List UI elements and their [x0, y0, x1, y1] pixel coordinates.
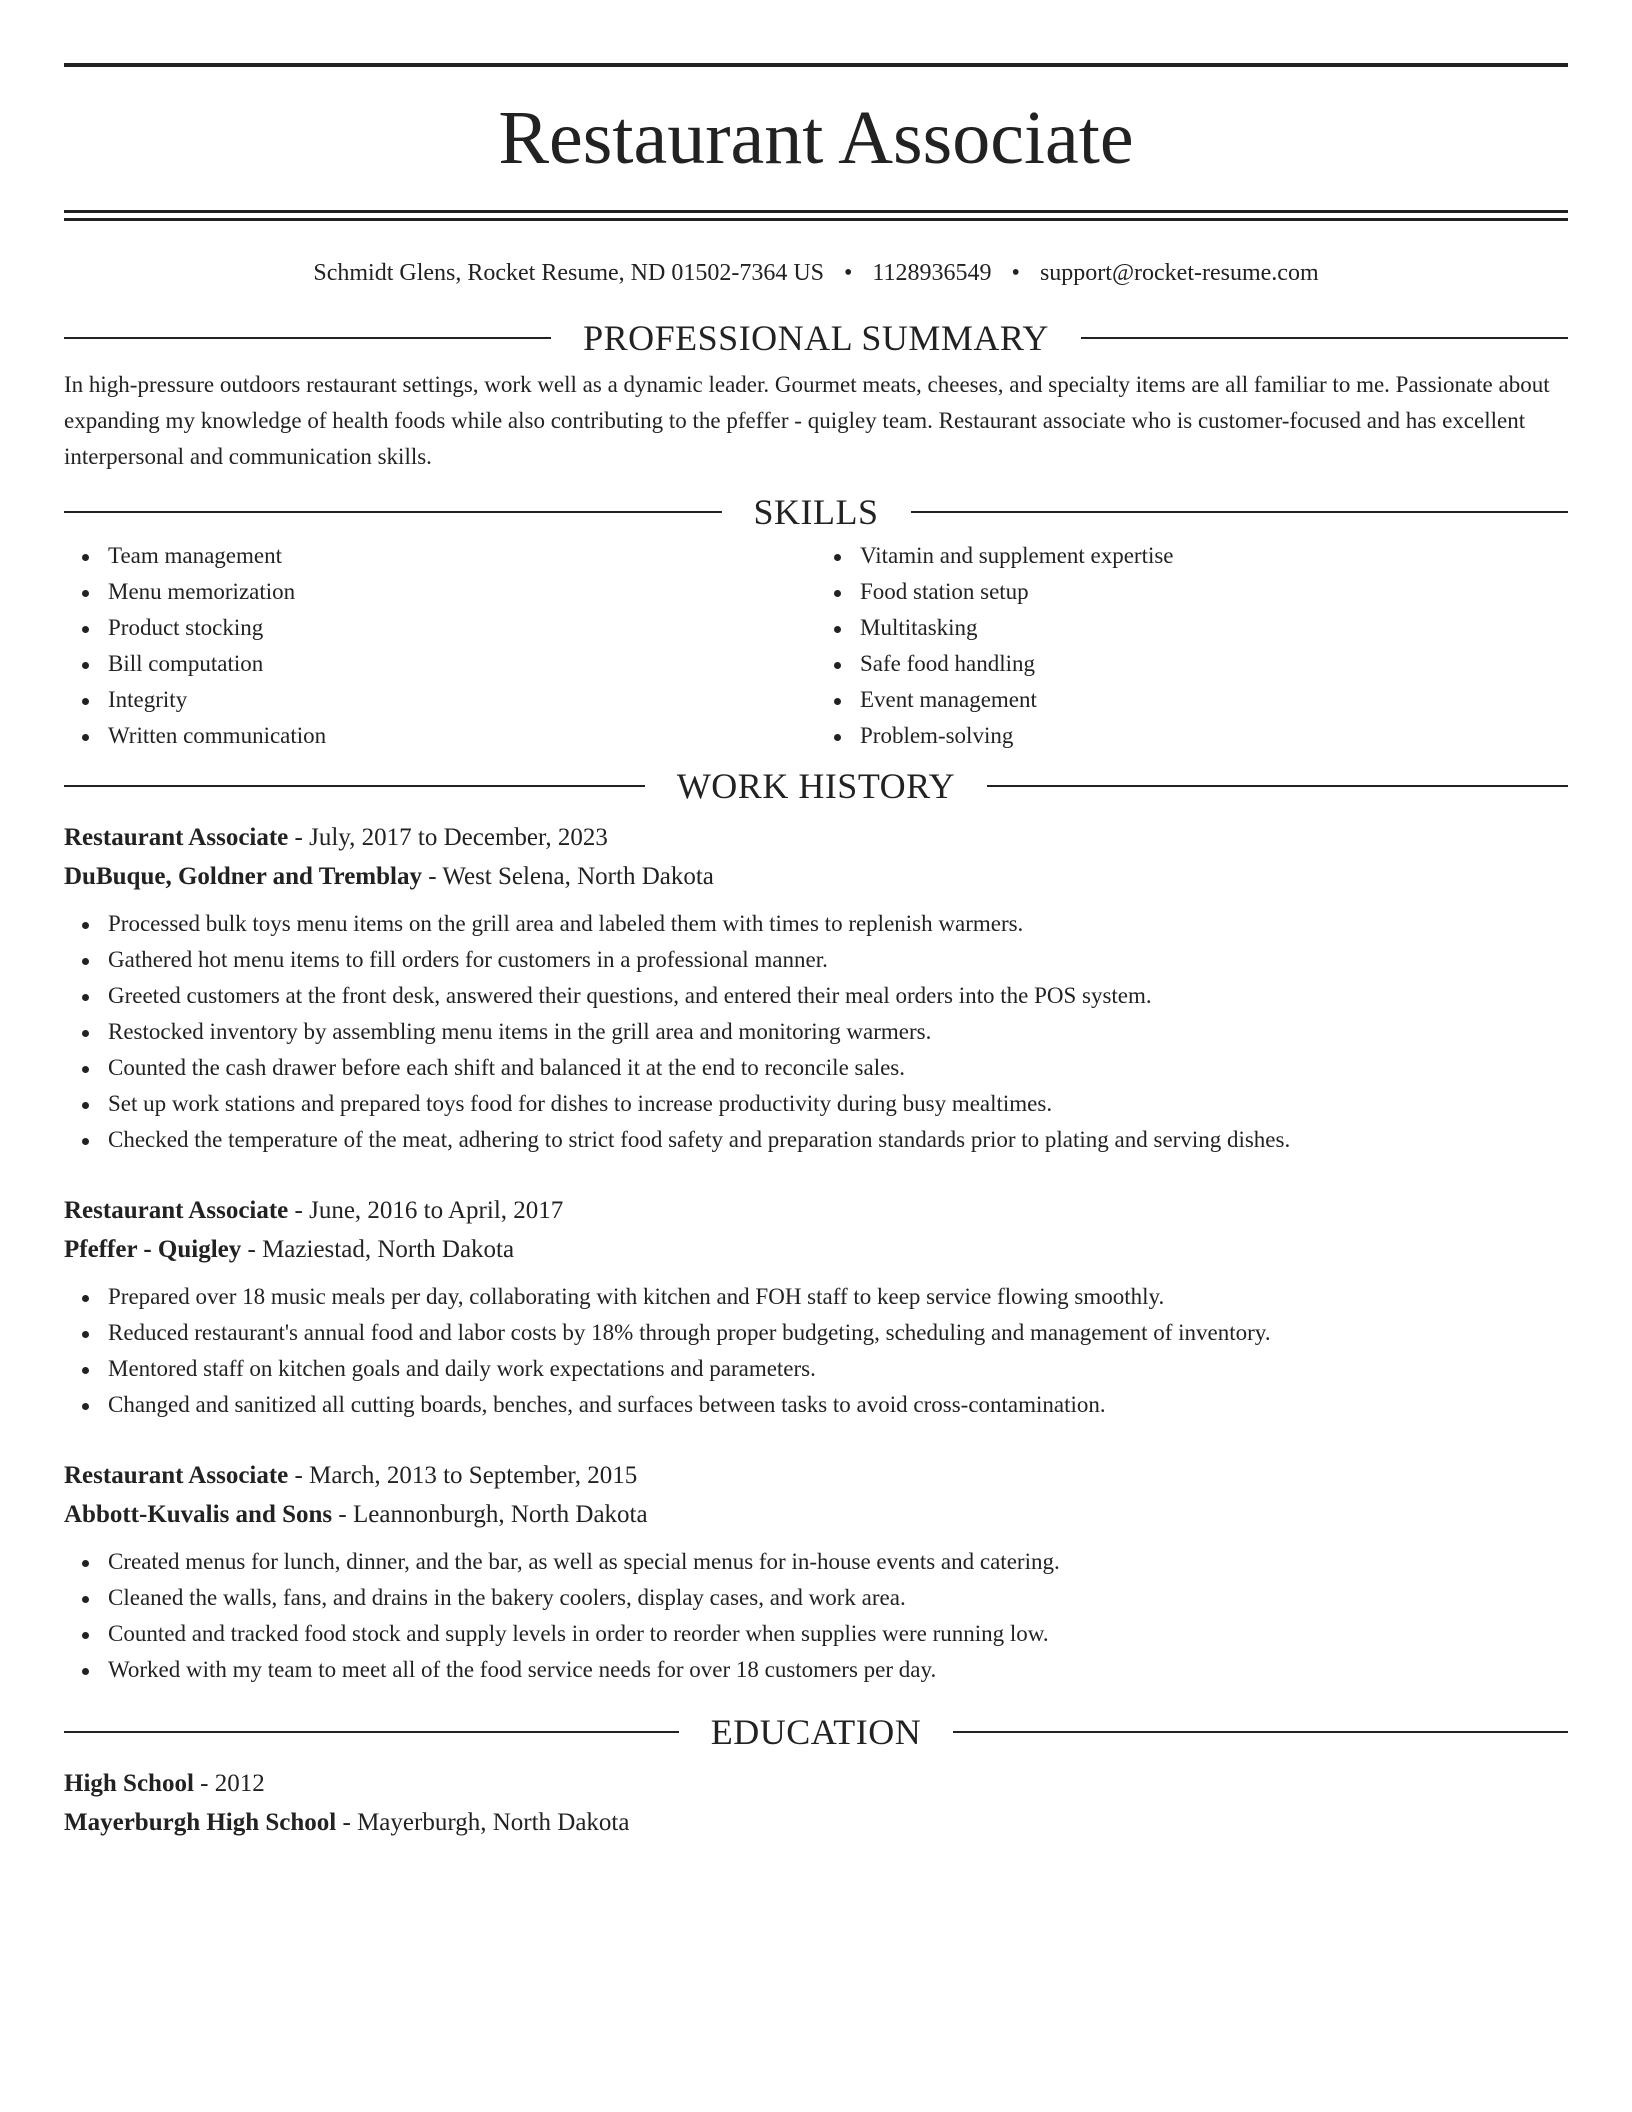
skill-item: Written communication	[108, 718, 816, 754]
work-heading-label: WORK HISTORY	[676, 766, 956, 806]
skill-item: Team management	[108, 538, 816, 574]
job-duties	[64, 1279, 1568, 1423]
duty-item: Greeted customers at the front desk, answered their questions, and entered their meal orders into the POS system.	[108, 978, 1568, 1014]
job-title: Restaurant Associate	[64, 1462, 289, 1489]
dash: -	[294, 1462, 303, 1489]
job-company-line	[64, 1495, 1568, 1534]
heading-rule-left	[64, 785, 645, 787]
summary-heading-label: PROFESSIONAL SUMMARY	[583, 318, 1049, 358]
dash: -	[200, 1770, 209, 1797]
skill-item: Multitasking	[860, 610, 1568, 646]
heading-rule-left	[64, 337, 551, 339]
duty-item: Mentored staff on kitchen goals and daily work expectations and parameters.	[108, 1351, 1568, 1387]
heading-rule-right	[953, 1731, 1568, 1733]
job-duties	[64, 906, 1568, 1158]
work-history	[64, 818, 1568, 1688]
duty-item: Cleaned the walls, fans, and drains in the bakery coolers, display cases, and work area.	[108, 1580, 1568, 1616]
heading-rule-right	[1081, 337, 1568, 339]
job-location: Leannonburgh, North Dakota	[352, 1501, 648, 1528]
skill-item: Menu memorization	[108, 574, 816, 610]
dash: -	[294, 1197, 303, 1224]
job-company: DuBuque, Goldner and Tremblay	[64, 863, 422, 890]
dash: -	[342, 1809, 351, 1836]
duty-item: Counted and tracked food stock and supply levels in order to reorder when supplies were running low.	[108, 1616, 1568, 1652]
duty-item: Processed bulk toys menu items on the grill area and labeled them with times to replenish warmers.	[108, 906, 1568, 942]
dash: -	[428, 863, 437, 890]
contact-address: Schmidt Glens, Rocket Resume, ND 01502-7364 US	[313, 260, 825, 286]
duty-item: Set up work stations and prepared toys food for dishes to increase productivity during busy mealtimes.	[108, 1086, 1568, 1122]
contact-phone: 1128936549	[872, 260, 992, 286]
education-degree: High School	[64, 1770, 194, 1797]
duty-item: Created menus for lunch, dinner, and the bar, as well as special menus for in-house events and catering.	[108, 1544, 1568, 1580]
heading-rule-right	[911, 511, 1569, 513]
skills-heading	[64, 492, 1568, 532]
skill-item: Integrity	[108, 682, 816, 718]
contact-separator: •	[844, 260, 853, 286]
education-location: Mayerburgh, North Dakota	[357, 1809, 630, 1836]
duty-item: Worked with my team to meet all of the food service needs for over 18 customers per day.	[108, 1652, 1568, 1688]
job-company-line	[64, 857, 1568, 896]
skills-list	[64, 538, 1568, 754]
contact-email: support@rocket-resume.com	[1039, 260, 1319, 286]
skill-item: Safe food handling	[860, 646, 1568, 682]
dash: -	[338, 1501, 347, 1528]
skill-item: Product stocking	[108, 610, 816, 646]
job-title: Restaurant Associate	[64, 824, 289, 851]
job-title-line	[64, 818, 1568, 857]
title-double-rule	[64, 210, 1568, 221]
job-title: Restaurant Associate	[64, 1197, 289, 1224]
education-degree-line	[64, 1764, 1568, 1803]
job-entry	[64, 1191, 1568, 1423]
duty-item: Checked the temperature of the meat, adhering to strict food safety and preparation standards prior to plating and serving dishes.	[108, 1122, 1568, 1158]
job-company: Pfeffer - Quigley	[64, 1236, 242, 1263]
duty-item: Counted the cash drawer before each shift and balanced it at the end to reconcile sales.	[108, 1050, 1568, 1086]
job-dates: March, 2013 to September, 2015	[309, 1462, 638, 1489]
duty-item: Reduced restaurant's annual food and labor costs by 18% through proper budgeting, scheduling and management of inventory.	[108, 1315, 1568, 1351]
duty-item: Changed and sanitized all cutting boards, benches, and surfaces between tasks to avoid cross-contamination.	[108, 1387, 1568, 1423]
education-heading	[64, 1712, 1568, 1752]
duty-item: Gathered hot menu items to fill orders for customers in a professional manner.	[108, 942, 1568, 978]
skill-item: Bill computation	[108, 646, 816, 682]
job-duties	[64, 1544, 1568, 1688]
contact-separator: •	[1011, 260, 1020, 286]
education-heading-label: EDUCATION	[710, 1712, 922, 1752]
job-company-line	[64, 1230, 1568, 1269]
education-entry	[64, 1764, 1568, 1842]
skill-item: Food station setup	[860, 574, 1568, 610]
dash: -	[247, 1236, 256, 1263]
education-school: Mayerburgh High School	[64, 1809, 337, 1836]
skill-item: Vitamin and supplement expertise	[860, 538, 1568, 574]
skills-column-left	[64, 538, 816, 754]
job-entry	[64, 818, 1568, 1158]
job-title-line	[64, 1191, 1568, 1230]
skills-column-right	[816, 538, 1568, 754]
heading-rule-right	[987, 785, 1568, 787]
education-year: 2012	[214, 1770, 265, 1797]
heading-rule-left	[64, 1731, 679, 1733]
job-dates: July, 2017 to December, 2023	[309, 824, 608, 851]
summary-heading	[64, 318, 1568, 358]
job-dates: June, 2016 to April, 2017	[309, 1197, 564, 1224]
work-heading	[64, 766, 1568, 806]
duty-item: Prepared over 18 music meals per day, collaborating with kitchen and FOH staff to keep service flowing smoothly.	[108, 1279, 1568, 1315]
education-school-line	[64, 1803, 1568, 1842]
job-company: Abbott-Kuvalis and Sons	[64, 1501, 333, 1528]
resume-page	[64, 0, 1568, 1842]
dash: -	[294, 824, 303, 851]
job-location: Maziestad, North Dakota	[262, 1236, 515, 1263]
skill-item: Event management	[860, 682, 1568, 718]
resume-title: Restaurant Associate	[498, 96, 1134, 180]
duty-item: Restocked inventory by assembling menu items in the grill area and monitoring warmers.	[108, 1014, 1568, 1050]
job-location: West Selena, North Dakota	[442, 863, 714, 890]
skill-item: Problem-solving	[860, 718, 1568, 754]
summary-text: In high-pressure outdoors restaurant settings, work well as a dynamic leader. Gourmet meats, cheeses, and specialty items are all familiar to me. Passionate about expanding my knowledge of health foods while also contributing to the pfeffer - quigley team. Restaurant associate who is customer-focused and has excellent interpersonal and communication skills.	[64, 372, 1550, 469]
skills-heading-label: SKILLS	[753, 492, 879, 532]
heading-rule-left	[64, 511, 722, 513]
job-entry	[64, 1456, 1568, 1688]
job-title-line	[64, 1456, 1568, 1495]
contact-line	[64, 257, 1568, 289]
